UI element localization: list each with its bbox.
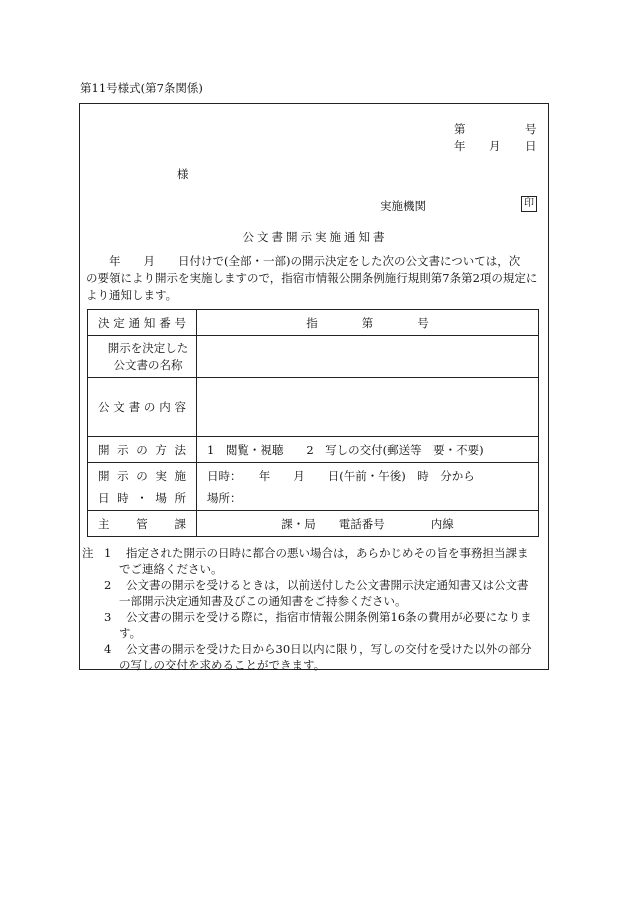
row-document-name xyxy=(88,336,539,378)
label-decision-number: 決 定 通 知 番 号 xyxy=(88,310,197,336)
value-method: 1 閲覧・視聴 2 写しの交付(郵送等 要・不要) xyxy=(197,437,539,463)
form-number-label: 第11号様式(第7条関係) xyxy=(80,81,203,95)
document-title: 公文書開示実施通知書 xyxy=(242,230,388,244)
label-method: 開 示 の 方 法 xyxy=(88,437,197,463)
date-day-label: 日 xyxy=(525,139,537,153)
label-datetime-place: 開 示 の 実 施 日 時 ・ 場 所 xyxy=(88,463,197,511)
date-year-label: 年 xyxy=(454,139,466,153)
note-1-line-2: でご連絡ください。 xyxy=(119,562,223,576)
note-4-number: 4 xyxy=(104,642,112,656)
note-4-line-1: 公文書の開示を受けた日から30日以内に限り，写しの交付を受けた以外の部分 xyxy=(126,642,532,656)
row-method xyxy=(88,437,539,463)
row-department xyxy=(88,511,539,537)
number-suffix: 号 xyxy=(525,122,537,136)
label-department: 主 管 課 xyxy=(88,511,197,537)
notes-head: 注 xyxy=(82,546,94,560)
row-decision-number xyxy=(88,310,539,336)
note-3-line-2: す。 xyxy=(119,626,142,640)
body-line-3: より通知します。 xyxy=(86,288,178,302)
note-4-line-2: の写しの交付を求めることができます。 xyxy=(119,658,326,672)
row-datetime-place xyxy=(88,463,539,511)
date-month-label: 月 xyxy=(489,139,501,153)
value-document-name[interactable] xyxy=(197,336,539,378)
row-document-content xyxy=(88,378,539,437)
note-1-number: 1 xyxy=(104,546,112,560)
value-decision-number: 指 第 号 xyxy=(197,310,539,336)
value-datetime-place: 日時： 年 月 日(午前・午後) 時 分から 場所： xyxy=(197,463,539,511)
value-department: 課・局 電話番号 内線 xyxy=(197,511,539,537)
addressee-suffix: 様 xyxy=(177,167,189,181)
number-prefix: 第 xyxy=(454,122,466,136)
body-line-1: 年 月 日付けで(全部・一部)の開示決定をした次の公文書については，次 xyxy=(86,254,521,268)
label-document-name: 開示を決定した 公文書の名称 xyxy=(88,336,197,378)
note-2-line-1: 公文書の開示を受けるときは，以前送付した公文書開示決定通知書又は公文書 xyxy=(126,578,529,592)
note-3-number: 3 xyxy=(104,610,112,624)
note-2-number: 2 xyxy=(104,578,112,592)
notice-table xyxy=(87,309,539,537)
note-3-line-1: 公文書の開示を受ける際に，指宿市情報公開条例第16条の費用が必要になりま xyxy=(126,610,532,624)
body-line-2: の要領により開示を実施しますので，指宿市情報公開条例施行規則第7条第2項の規定に xyxy=(86,271,538,285)
agency-label: 実施機関 xyxy=(380,199,426,213)
label-document-content: 公 文 書 の 内 容 xyxy=(88,378,197,437)
note-1-line-1: 指定された開示の日時に都合の悪い場合は，あらかじめその旨を事務担当課ま xyxy=(126,546,529,560)
seal-mark: 印 xyxy=(521,196,537,212)
note-2-line-2: 一部開示決定通知書及びこの通知書をご持参ください。 xyxy=(119,594,407,608)
value-document-content[interactable] xyxy=(197,378,539,437)
